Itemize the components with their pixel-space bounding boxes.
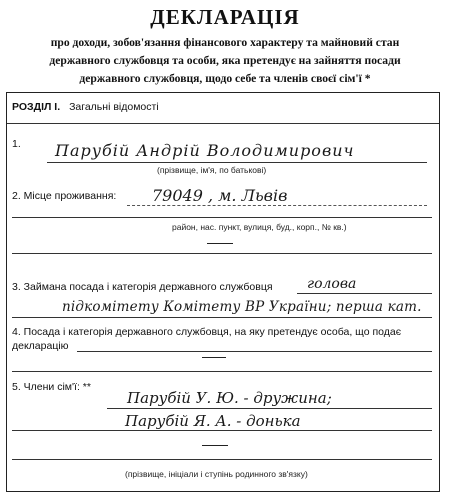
item5-line-3 xyxy=(12,459,432,460)
item4-line-1 xyxy=(77,351,432,352)
item5-caption: (прізвище, ініціали і ступінь родинного зв'язку) xyxy=(125,469,308,479)
section-heading xyxy=(12,101,159,113)
section-heading-divider xyxy=(7,123,439,124)
item5-label: 5. Члени сім'ї: ** xyxy=(12,381,91,393)
item2-address-handwritten: 79049 , м. Львів xyxy=(152,186,288,205)
subtitle-line-2: державного службовця та особи, яка претендує на зайняття посади xyxy=(49,54,401,67)
item4-empty-dash xyxy=(202,357,226,358)
section-box xyxy=(6,92,440,492)
section-heading-text: Загальні відомості xyxy=(69,101,159,113)
item2-line-3 xyxy=(12,253,432,254)
item5-line-2 xyxy=(12,430,432,431)
item1-line xyxy=(47,162,427,163)
item3-position-handwritten-1: голова xyxy=(307,276,357,292)
section-heading-number: РОЗДІЛ І. xyxy=(12,101,61,113)
item2-line xyxy=(127,205,427,206)
item5-empty-dash xyxy=(202,445,228,446)
item3-label: 3. Займана посада і категорія державного службовця xyxy=(12,281,273,293)
item3-position-handwritten-2: підкомітету Комітету ВР України; перша кат. xyxy=(62,299,422,315)
document-subtitle xyxy=(12,34,438,88)
document-title: ДЕКЛАРАЦІЯ xyxy=(150,5,300,29)
item5-line-1 xyxy=(107,408,432,409)
item2-label: 2. Місце проживання: xyxy=(12,190,117,202)
item1-number: 1. xyxy=(12,138,21,150)
item1-caption: (прізвище, ім'я, по батькові) xyxy=(157,165,267,175)
item5-family-handwritten-1: Парубій У. Ю. - дружина; xyxy=(127,389,332,407)
subtitle-line-1: про доходи, зобов'язання фінансового характеру та майновий стан xyxy=(50,36,400,49)
item2-line-2 xyxy=(12,217,432,218)
subtitle-line-3: державного службовця, щодо себе та членів своєї сім'ї * xyxy=(79,72,371,85)
item4-line-2 xyxy=(12,371,432,372)
item1-fullname-handwritten: Парубій Андрій Володимирович xyxy=(55,141,355,160)
item2-caption: район, нас. пункт, вулиця, буд., корп., № кв.) xyxy=(172,222,347,232)
item3-line-1 xyxy=(297,293,432,294)
item3-line-2 xyxy=(12,317,432,318)
item5-family-handwritten-2: Парубій Я. А. - донька xyxy=(125,412,301,430)
item4-label-2: декларацію xyxy=(12,340,69,352)
item2-empty-dash xyxy=(207,243,233,244)
item4-label-1: 4. Посада і категорія державного службовця, на яку претендує особа, що подає xyxy=(12,326,402,338)
